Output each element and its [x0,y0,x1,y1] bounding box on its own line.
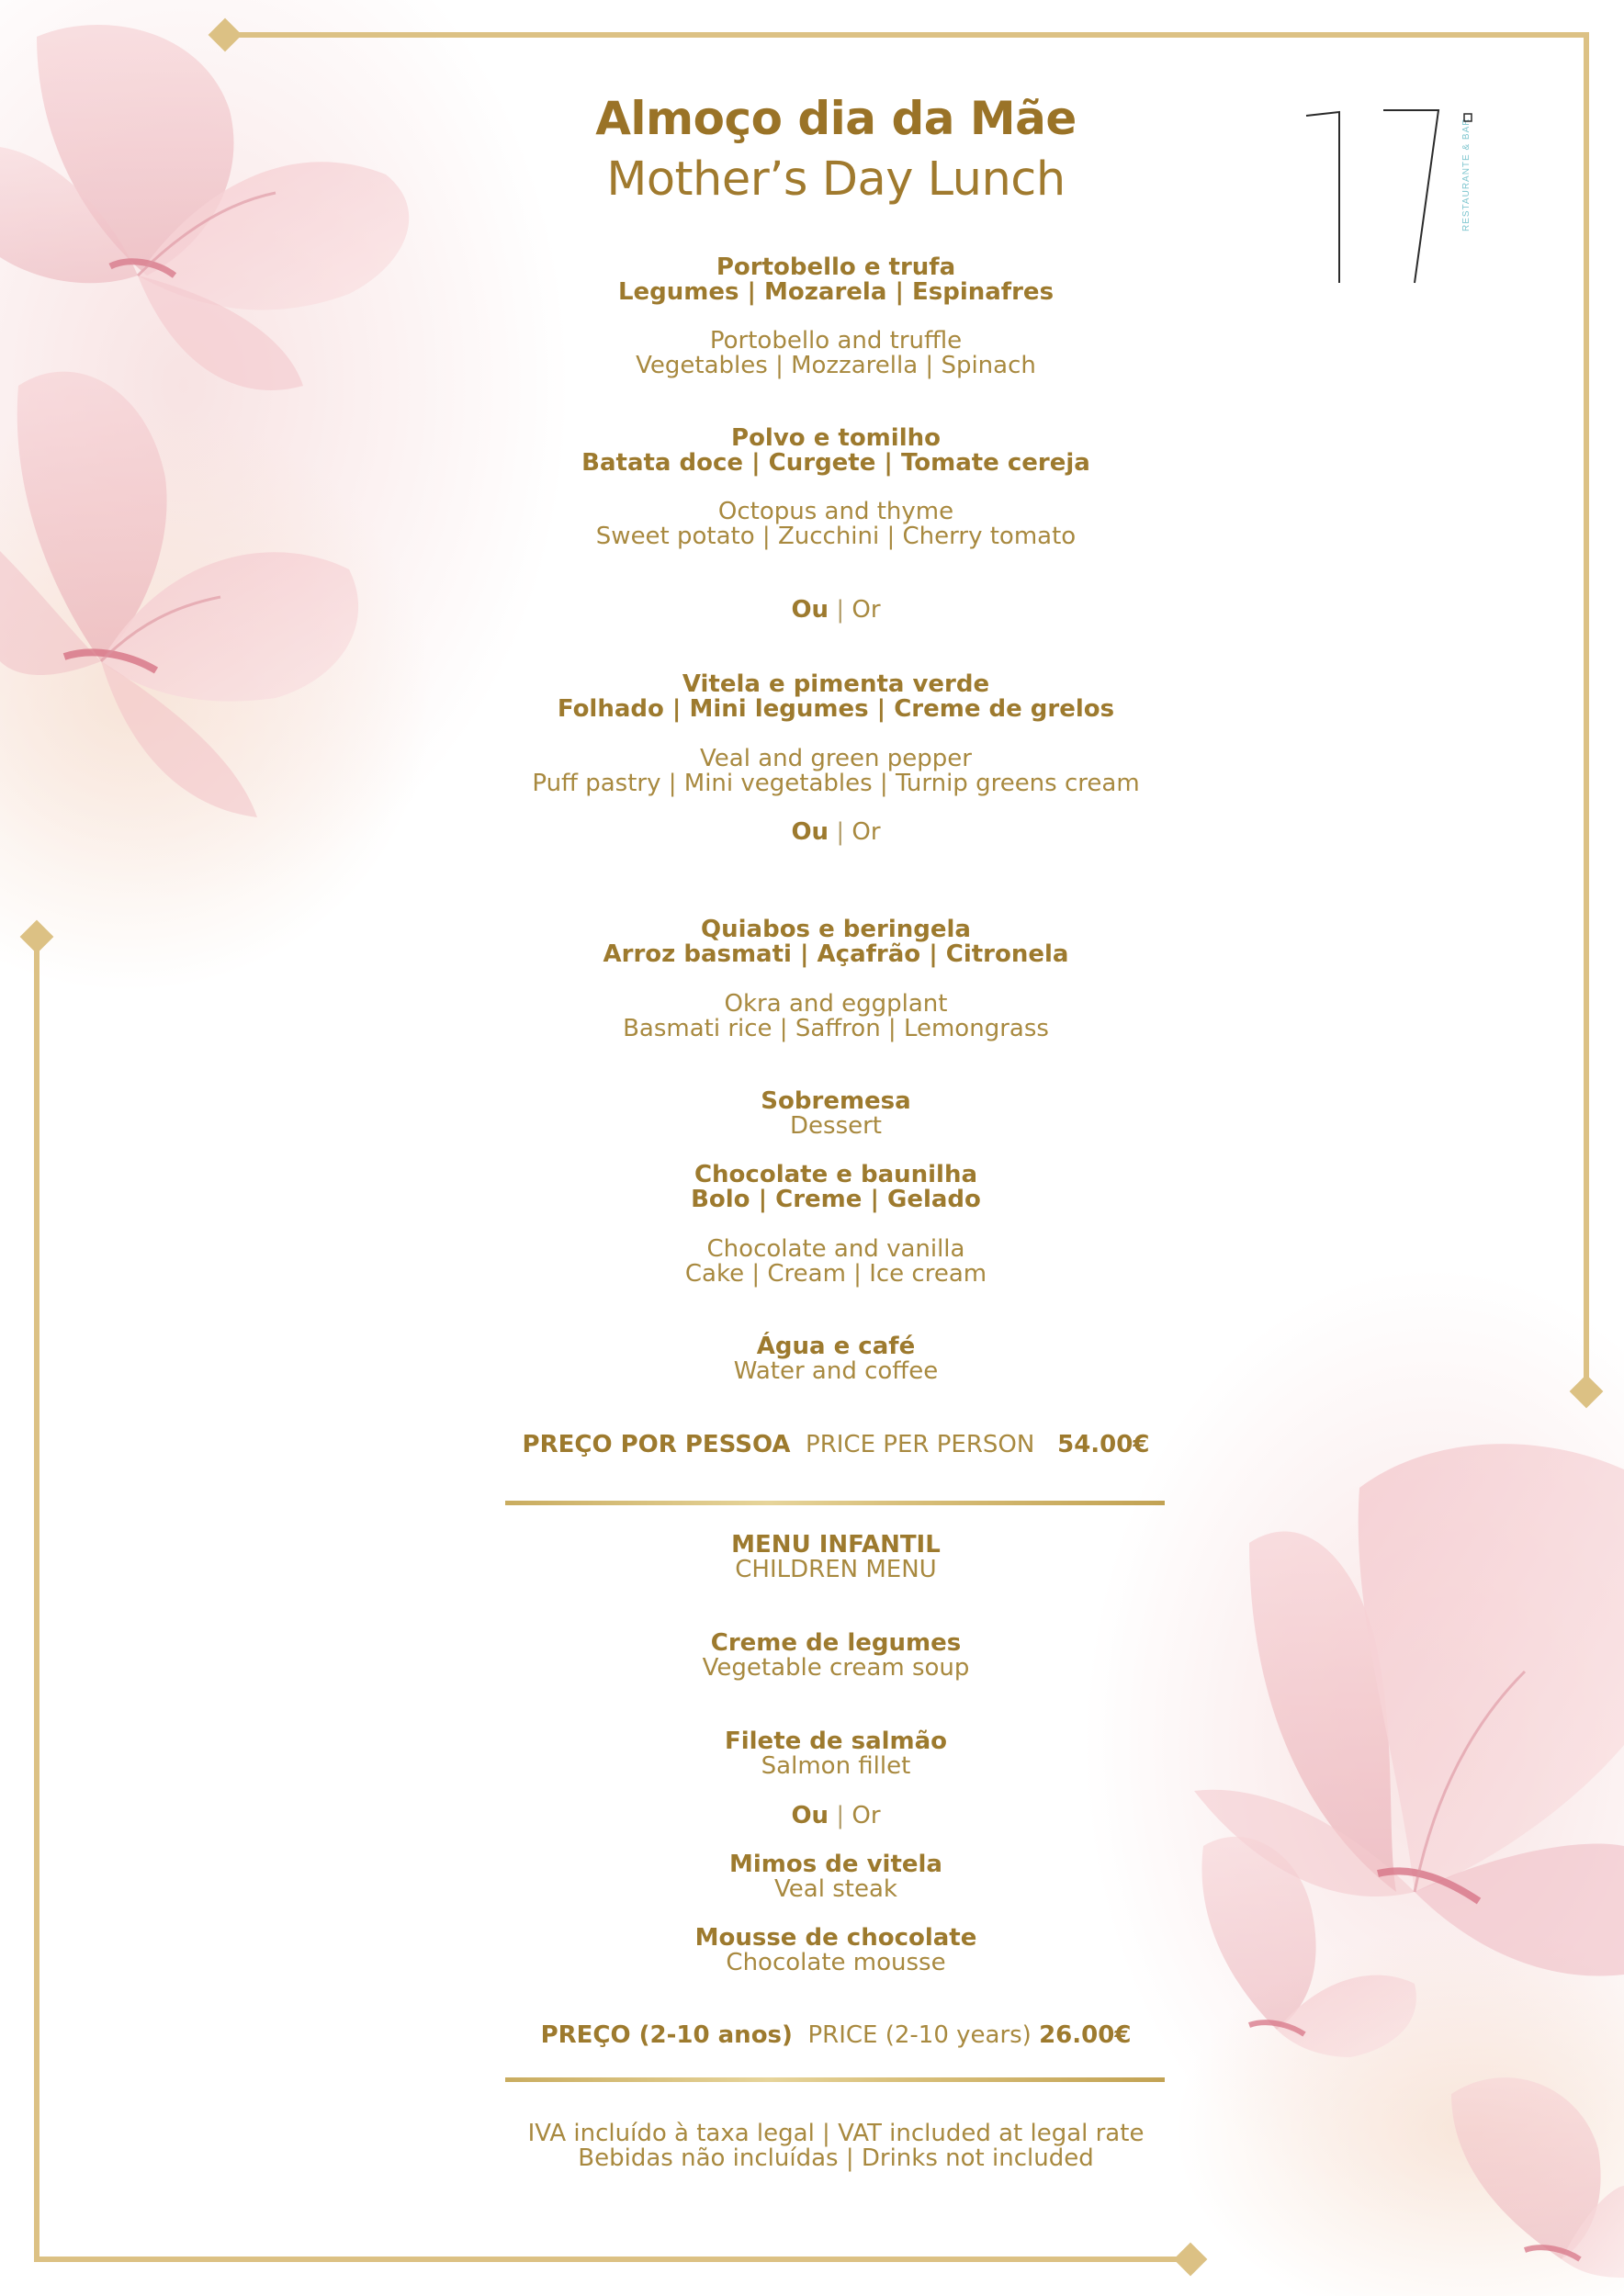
course-1-desc-en: Vegetables | Mozzarella | Spinach [636,352,1036,379]
kids-price-label-en: PRICE (2-10 years) [807,2021,1032,2049]
kids-price-value: 26.00€ [1039,2021,1132,2049]
logo-digit-7 [1383,110,1438,283]
course-2-desc-pt: Batata doce | Curgete | Tomate cereja [581,449,1090,477]
dessert-heading-pt: Sobremesa [761,1087,911,1115]
frame-diamond-bottom [1174,2243,1208,2277]
kids-item-4-pt: Mousse de chocolate [694,1924,977,1952]
dessert-desc-en: Cake | Cream | Ice cream [684,1260,987,1288]
drinks-pt: Água e café [756,1333,916,1360]
course-3-desc-pt: Folhado | Mini legumes | Creme de grelos [557,695,1115,723]
divider-rule-1 [505,1501,1165,1505]
adult-price [468,1431,1203,1458]
kids-item-3-en: Veal steak [774,1875,897,1903]
or-separator-kids: Ou | Or [791,1802,881,1829]
course-4-desc-pt: Arroz basmati | Açafrão | Citronela [603,940,1069,968]
title-portuguese: Almoço dia da Mãe [595,92,1077,145]
course-1-name-pt: Portobello e trufa [716,253,956,281]
frame-diamond-top [209,18,242,52]
price-label-pt: PREÇO POR PESSOA [522,1431,791,1458]
kids-heading-en: CHILDREN MENU [735,1556,937,1583]
dessert-heading-en: Dessert [790,1112,882,1140]
course-2-name-pt: Polvo e tomilho [731,424,941,452]
kids-item-4-en: Chocolate mousse [726,1949,946,1976]
course-4-name-pt: Quiabos e beringela [701,916,971,943]
dessert-desc-pt: Bolo | Creme | Gelado [691,1186,981,1213]
kids-price-label-pt: PREÇO (2-10 anos) [540,2021,793,2049]
course-2-desc-en: Sweet potato | Zucchini | Cherry tomato [595,523,1077,550]
kids-item-1-en: Vegetable cream soup [702,1654,970,1682]
logo-digit-1 [1306,112,1339,283]
course-3-name-pt: Vitela e pimenta verde [682,670,990,698]
title-english: Mother’s Day Lunch [606,152,1066,207]
frame-diamond-right [1570,1375,1604,1409]
kids-item-2-en: Salmon fillet [761,1752,911,1780]
footer-drinks: Bebidas não incluídas | Drinks not included [578,2144,1094,2172]
dessert-name-en: Chocolate and vanilla [706,1235,965,1263]
course-1-desc-pt: Legumes | Mozarela | Espinafres [617,278,1054,306]
course-4-name-en: Okra and eggplant [724,990,948,1018]
drinks-en: Water and coffee [733,1357,939,1385]
dessert-name-pt: Chocolate e baunilha [694,1161,978,1188]
kids-price [468,2021,1203,2049]
logo-tagline: RESTAURANTE & BAR [1461,118,1472,231]
course-3-name-en: Veal and green pepper [700,745,972,772]
footer-vat: IVA incluído à taxa legal | VAT included at legal rate [527,2120,1145,2147]
kids-item-1-pt: Creme de legumes [710,1629,962,1657]
or-separator-1: Ou | Or [791,596,881,624]
price-value: 54.00€ [1057,1431,1150,1458]
course-3-desc-en: Puff pastry | Mini vegetables | Turnip greens cream [532,770,1140,797]
divider-rule-2 [505,2077,1165,2082]
kids-item-3-pt: Mimos de vitela [729,1851,942,1878]
restaurant-logo [1304,103,1488,291]
frame-diamond-left [20,920,54,954]
course-2-name-en: Octopus and thyme [717,498,954,525]
kids-heading-pt: MENU INFANTIL [731,1531,941,1559]
course-4-desc-en: Basmati rice | Saffron | Lemongrass [623,1015,1049,1042]
or-separator-2: Ou | Or [791,818,881,846]
price-label-en: PRICE PER PERSON [806,1431,1035,1458]
kids-item-2-pt: Filete de salmão [724,1728,948,1755]
course-1-name-en: Portobello and truffle [709,327,963,355]
